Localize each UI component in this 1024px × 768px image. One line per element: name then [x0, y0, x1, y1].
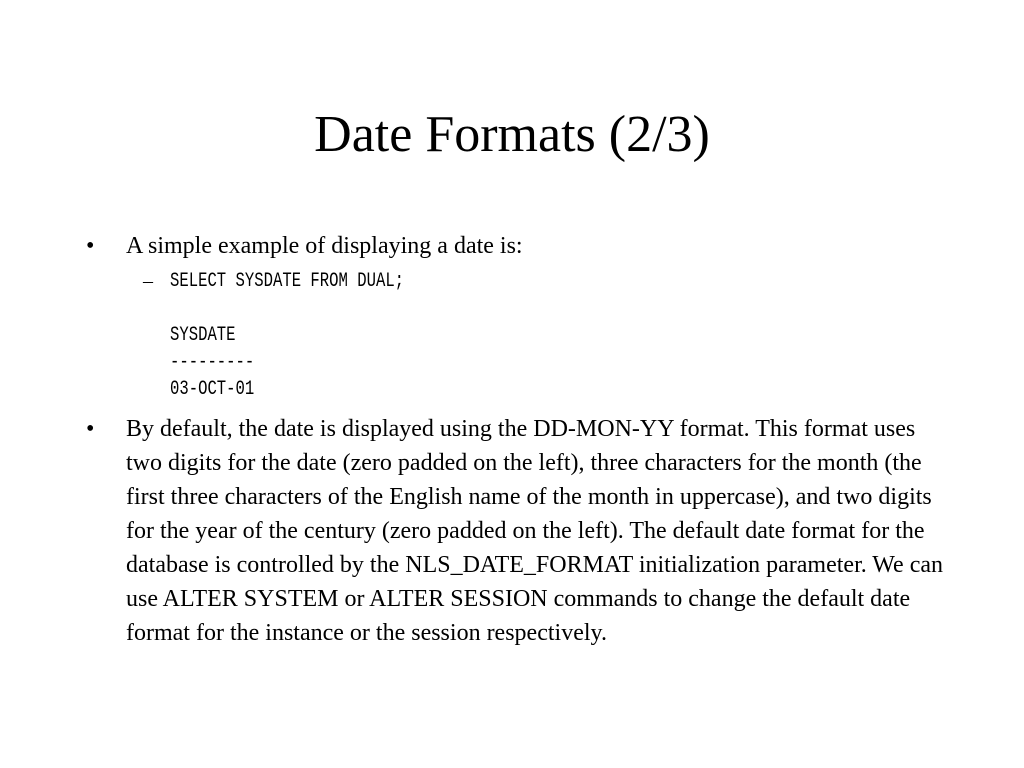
bullet-marker: •	[86, 416, 95, 442]
bullet-item	[86, 229, 946, 263]
code-line-query: SELECT SYSDATE FROM DUAL;	[170, 270, 405, 293]
sub-item-code-example	[143, 268, 843, 408]
bullet-text: A simple example of displaying a date is:	[126, 233, 523, 259]
sub-bullet-marker: –	[143, 270, 153, 292]
code-line-result: 03-OCT-01	[170, 378, 255, 401]
bullet-text: By default, the date is displayed using the DD-MON-YY format. This format uses two digits for the date (zero padded on the left), three characters for the month (the first three characters of the English name of the month in uppercase), and two digits for the year of the century (zero padded on the left). The default date format for the database is controlled by the NLS_DATE_FORMAT initialization parameter. We can use ALTER SYSTEM or ALTER SESSION commands to change the default date format for the instance or the session respectively.	[126, 416, 943, 646]
bullet-marker: •	[86, 233, 95, 259]
code-line-column-header: SYSDATE	[170, 324, 236, 347]
code-line-separator: ---------	[170, 351, 255, 374]
bullet-item	[86, 412, 946, 684]
slide-title: Date Formats (2/3)	[314, 106, 710, 163]
